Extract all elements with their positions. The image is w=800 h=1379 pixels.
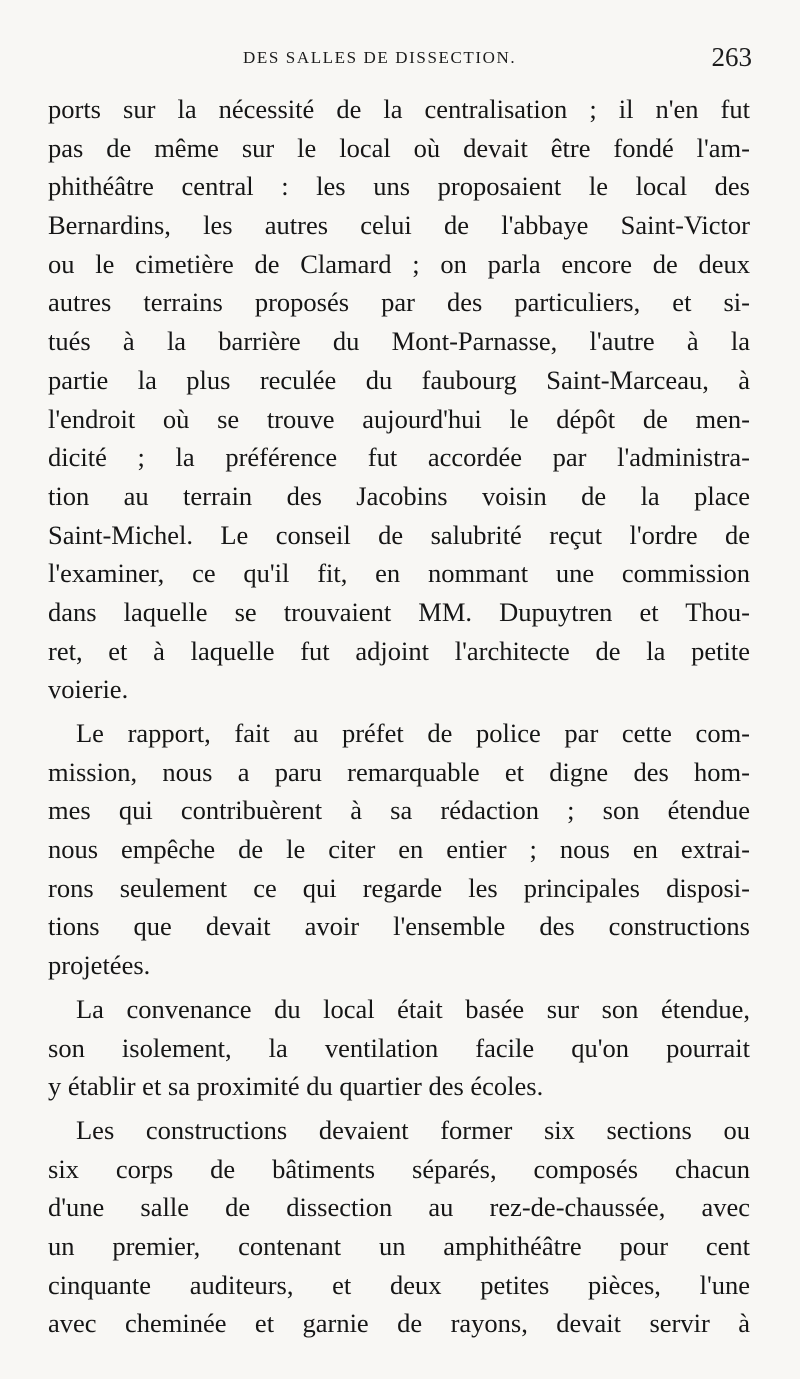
text-line: ports sur la nécessité de la centralisation ; il n'en fut bbox=[48, 94, 750, 124]
text-line: Bernardins, les autres celui de l'abbaye Saint-Victor bbox=[48, 210, 750, 241]
text-line: mission, nous a paru remarquable et digne des hom- bbox=[48, 756, 750, 787]
text-line: l'endroit où se trouve aujourd'hui le dépôt de men- bbox=[48, 403, 750, 434]
text-line: tions que devait avoir l'ensemble des constructions bbox=[48, 911, 750, 942]
text-line: partie la plus reculée du faubourg Saint-Marceau, à bbox=[48, 364, 750, 395]
text-line: Les constructions devaient former six sections ou bbox=[76, 1114, 750, 1145]
text-line: autres terrains proposés par des particuliers, et si- bbox=[48, 287, 750, 318]
text-line: tués à la barrière du Mont-Parnasse, l'autre à la bbox=[48, 326, 750, 357]
text-line: dicité ; la préférence fut accordée par l'administra- bbox=[48, 442, 750, 473]
text-line: tion au terrain des Jacobins voisin de la place bbox=[48, 480, 750, 511]
text-line: dans laquelle se trouvaient MM. Dupuytren et Thou- bbox=[48, 596, 750, 627]
text-line: mes qui contribuèrent à sa rédaction ; son étendue bbox=[48, 795, 750, 826]
text-line: l'examiner, ce qu'il fit, en nommant une commission bbox=[48, 558, 750, 589]
text-line: six corps de bâtiments séparés, composés chacun bbox=[48, 1153, 750, 1184]
running-title: DES SALLES DE DISSECTION. bbox=[243, 48, 517, 67]
text-line: Le rapport, fait au préfet de police par cette com- bbox=[76, 718, 750, 748]
text-line: ou le cimetière de Clamard ; on parla encore de deux bbox=[48, 248, 750, 279]
text-line: cinquante auditeurs, et deux petites pièces, l'une bbox=[48, 1269, 750, 1300]
body-text bbox=[48, 90, 750, 1343]
text-line: son isolement, la ventilation facile qu'on pourrait bbox=[48, 1032, 750, 1063]
text-line: ret, et à laquelle fut adjoint l'architecte de la petite bbox=[48, 635, 750, 666]
text-line: projetées. bbox=[48, 950, 151, 981]
text-line: Saint-Michel. Le conseil de salubrité reçut l'ordre de bbox=[48, 519, 750, 550]
text-line: rons seulement ce qui regarde les principales disposi- bbox=[48, 872, 750, 903]
text-line: pas de même sur le local où devait être fondé l'am- bbox=[48, 132, 750, 163]
page-header bbox=[0, 42, 800, 78]
text-line: voierie. bbox=[48, 674, 129, 705]
text-line: d'une salle de dissection au rez-de-chaussée, avec bbox=[48, 1192, 750, 1223]
text-line: y établir et sa proximité du quartier des écoles. bbox=[48, 1071, 544, 1102]
text-line: phithéâtre central : les uns proposaient le local des bbox=[48, 171, 750, 202]
page-number: 263 bbox=[711, 42, 752, 72]
text-line: un premier, contenant un amphithéâtre pour cent bbox=[48, 1230, 750, 1261]
text-line: nous empêche de le citer en entier ; nous en extrai- bbox=[48, 834, 750, 865]
text-line: La convenance du local était basée sur son étendue, bbox=[76, 993, 750, 1024]
text-line: avec cheminée et garnie de rayons, devait servir à bbox=[48, 1308, 750, 1339]
